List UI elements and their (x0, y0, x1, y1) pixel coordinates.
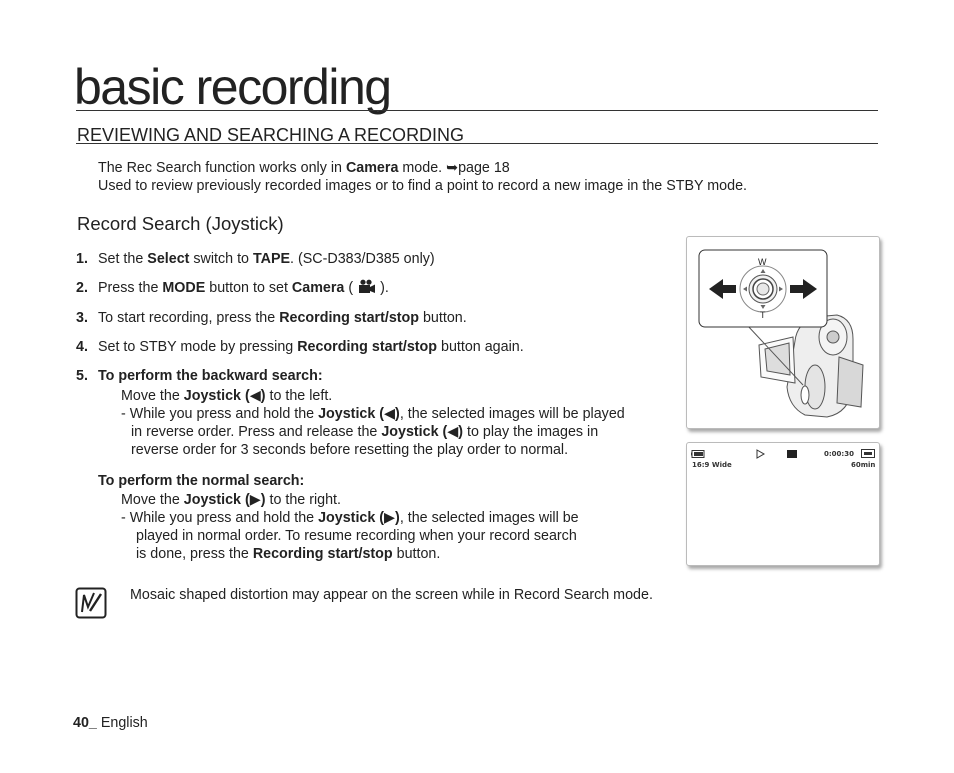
intro-line-2: Used to review previously recorded images or to find a point to record a new image in the STBY mode. (98, 178, 747, 194)
note-icon (75, 587, 107, 619)
step-number: 3. (76, 310, 88, 326)
osd-time: 0:00:30 (824, 450, 854, 458)
camera-mode-icon (357, 279, 376, 294)
section-rule (76, 143, 878, 144)
footer-language: English (96, 715, 148, 731)
page-title: basic recording (74, 59, 391, 115)
lcd-screen-illustration (686, 442, 880, 566)
note-text: Mosaic shaped distortion may appear on the screen while in Record Search mode. (130, 587, 653, 603)
step-4: Set to STBY mode by pressing Recording start/stop button again. (98, 339, 524, 355)
backward-search-heading: To perform the backward search: (98, 368, 323, 384)
backward-detail-2: in reverse order. Press and release the Joystick (◀) to play the images in (131, 424, 599, 440)
play-icon (756, 449, 765, 459)
normal-move: Move the Joystick (▶) to the right. (121, 492, 341, 508)
osd-aspect: 16:9 Wide (692, 461, 732, 469)
normal-detail-3: is done, press the Recording start/stop button. (136, 546, 441, 562)
joystick-illustration (686, 236, 880, 429)
zoom-w-label: W (758, 257, 767, 267)
subheading: Record Search (Joystick) (77, 213, 284, 234)
step-number: 4. (76, 339, 88, 355)
step-1: Set the Select switch to TAPE. (SC-D383/D385 only) (98, 251, 435, 267)
normal-detail-1: - While you press and hold the Joystick (▶), the selected images will be (121, 510, 579, 526)
page-arrow-icon: ➥ (446, 160, 459, 176)
step-number: 5. (76, 368, 88, 384)
camcorder-drawing (687, 237, 879, 428)
normal-detail-2: played in normal order. To resume recording when your record search (136, 528, 577, 544)
tape-icon (861, 449, 875, 458)
step-2: Press the MODE button to set Camera ( ). (98, 280, 389, 296)
stop-icon (787, 450, 797, 458)
step-3: To start recording, press the Recording start/stop button. (98, 310, 467, 326)
page-footer (73, 715, 148, 731)
normal-search-heading: To perform the normal search: (98, 473, 305, 489)
step-number: 2. (76, 280, 88, 296)
intro-line-1: The Rec Search function works only in Camera mode. ➥page 18 (98, 160, 510, 176)
backward-move: Move the Joystick (◀) to the left. (121, 388, 333, 404)
step-number: 1. (76, 251, 88, 267)
zoom-t-label: T (760, 310, 766, 320)
section-title: REVIEWING AND SEARCHING A RECORDING (77, 125, 465, 145)
osd-remaining: 60min (851, 461, 876, 469)
battery-icon (691, 450, 705, 458)
backward-detail-1: - While you press and hold the Joystick (◀), the selected images will be played (121, 406, 625, 422)
title-rule (76, 110, 878, 111)
backward-detail-3: reverse order for 3 seconds before resetting the play order to normal. (131, 442, 569, 458)
page-number: 40_ (73, 715, 97, 731)
